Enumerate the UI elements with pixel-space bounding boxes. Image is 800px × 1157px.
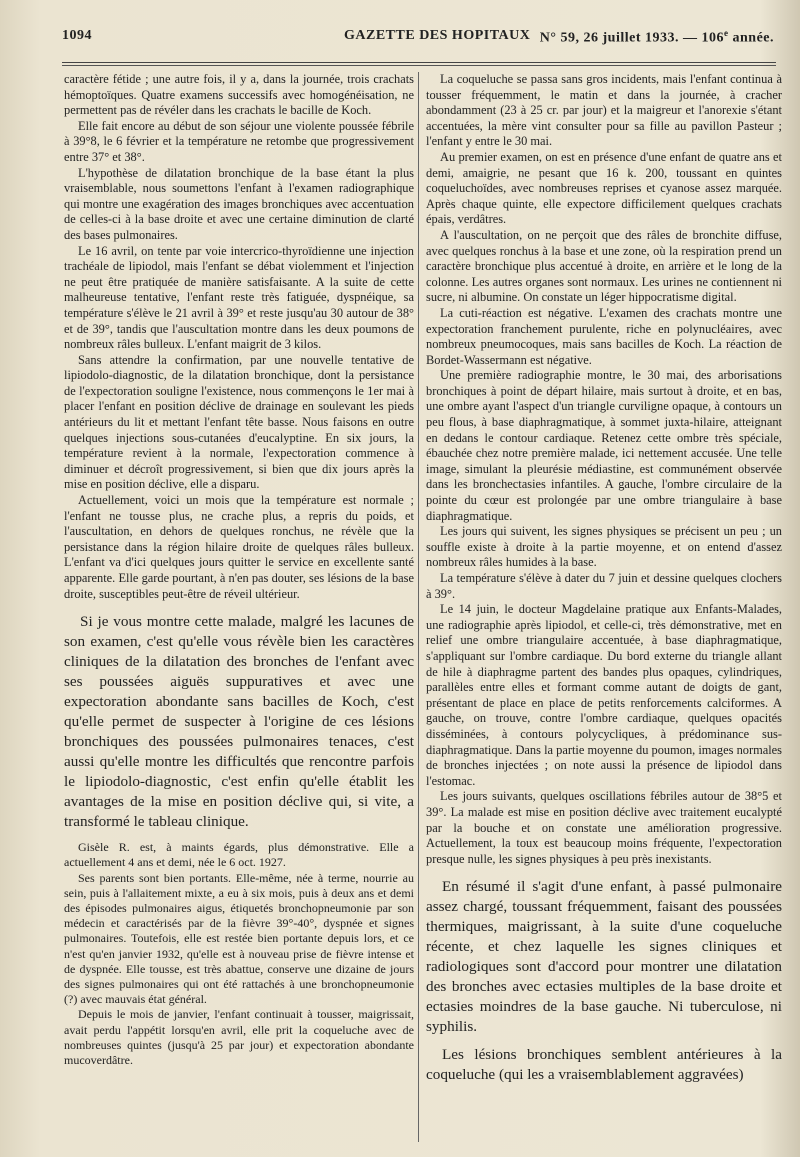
paragraph: Les jours qui suivent, les signes physiques se précisent un peu ; un souffle existe à droite à la partie moyenne, et on entend d'assez nombreux râles humides à la base. (426, 524, 782, 570)
case-paragraph: Ses parents sont bien portants. Elle-même, née à terme, nourrie au sein, puis à l'allaitement mixte, a eu à six mois, puis à deux ans et demi des épisodes pulmonaires aigus, étiquetés bronchopneumonie par son médecin et caractérisés par de la fièvre 39°-40°, dyspnée et signes pulmonaires. Toutefois, elle est restée bien portante depuis lors, et ce n'est qu'en janvier 1932, qu'elle est à nouveau prise de fièvre intense et de dyspnée. Elle tousse, est très abattue, conserve une dizaine de jours des signes pulmonaires qui ont été rattachés à une bronchopneumonie (?) avec mauvais état général. (64, 870, 414, 1007)
paragraph: A l'auscultation, on ne perçoit que des râles de bronchite diffuse, avec quelques ronchus à la base et une zone, où la respiration prend un caractère bronchique plus accentué à droite, en arrière et le long de la colonne. Les autres organes sont normaux. Les urines ne contiennent ni sucre, ni albumine. On constate un léger hippocratisme digital. (426, 227, 782, 305)
right-column (426, 72, 782, 1093)
paragraph: La coqueluche se passa sans gros incidents, mais l'enfant continua à tousser fréquemment, le matin et dans la journée, à cracher abondamment (23 à 25 cr. par jour) et la maigreur et l'anorexie s'étant accentuées, la mère vint consulter pour sa fille au pavillon Pasteur ; l'enfant y entre le 30 mai. (426, 72, 782, 149)
paragraph: Sans attendre la confirmation, par une nouvelle tentative de lipiodolo-diagnostic, de la dilatation bronchique, dont la persistance de l'expectoration souligne l'existence, nous commençons le 1er mai à placer l'enfant en position déclive de drainage en soulevant les pieds antérieurs du lit et mettant l'enfant tête basse. Nous faisons en outre quelques injections sous-cutanées d'eucalyptine. En six jours, la température revient à la normale, l'expectoration commence à diminuer et décroît progressivement, si bien que dix jours après la mise en position déclive, elle a disparu. (64, 352, 414, 492)
paragraph: La température s'élève à dater du 7 juin et dessine quelques clochers à 39°. (426, 571, 782, 601)
issue-info: N° 59, 26 juillet 1933. — 106e année. (539, 28, 774, 46)
paragraph: Le 16 avril, on tente par voie intercrico-thyroïdienne une injection trachéale de lipiodol, mais l'enfant se débat violemment et l'injection ne peut être pratiquée de manière satisfaisante. A la suite de cette malheureuse tentative, l'enfant reste très fatiguée, dyspnéique, sa température s'élève le 21 avril à 39° et reste jusqu'au 30 autour de 38° et de 39°, tandis que l'auscultation montre dans les deux poumons de nombreux râles bulleux. L'enfant maigrit de 3 kilos. (64, 243, 414, 352)
paragraph: Actuellement, voici un mois que la température est normale ; l'enfant ne tousse plus, ne crache plus, a repris du poids, et l'auscultation, en dehors de quelques ronchus, ne révèle que la persistance dans la région hilaire droite de quelques râles bulleux. L'enfant va d'ici quelques jours quitter le service en excellente santé apparente. Elle garde pourtant, à n'en pas douter, ses lésions de la base droite, susceptibles peut-être de réveil ultérieur. (64, 493, 414, 601)
header-rule (62, 62, 776, 63)
page-header (62, 28, 782, 54)
paragraph: L'hypothèse de dilatation bronchique de la base étant la plus vraisemblable, nous soumettons l'enfant à l'examen radiographique qui montre une exagération des images bronchiques avec accentuation de celles-ci à la base droite et avec une certaine diminution de clarté des bases pulmonaires. (64, 165, 414, 242)
paragraph: Au premier examen, on est en présence d'une enfant de quatre ans et demi, amaigrie, ne pesant que 16 k. 200, toussant en quintes coqueluchoïdes, avec nombreuses reprises et cyanose assez marquée. Après chaque quinte, elle expectore difficilement quelques crachats épais, verdâtres. (426, 149, 782, 227)
left-column (64, 72, 414, 1068)
paragraph: Une première radiographie montre, le 30 mai, des arborisations bronchiques à point de départ hilaire, mais surtout à droite, et en bas, une ombre ayant l'aspect d'un triangle curviligne opaque, à contours un peu flous, à base diaphragmatique, à sommet juxta-hilaire, atteignant en dedans le contour cardiaque. Retenez cette ombre très spéciale, ébauchée chez notre première malade, ici nettement accusée. Une telle image, simulant la pleurésie médiastine, est communément observée dans les bronchectasies infantiles. A gauche, l'ombre circulaire de la pointe du cœur est prolongée par une ombre triangulaire à base diaphragmatique. (426, 368, 782, 523)
commentary-paragraph: Si je vous montre cette malade, malgré les lacunes de son examen, c'est qu'elle vous révèle bien les caractères cliniques de la dilatation des bronches de l'enfant avec ses poussées aiguës suppuratives et avec une expectoration abondante sans bacilles de Koch, c'est qu'elle permet de suspecter à l'origine de ces lésions bronchiques des poussées pulmonaires tenaces, c'est aussi qu'elle montre les difficultés que rencontre parfois le lipiodolo-diagnostic, c'est enfin qu'elle établit les avantages de la mise en position déclive qui, si vite, a transformé le tableau clinique. (64, 613, 414, 831)
case-paragraph: Depuis le mois de janvier, l'enfant continuait à tousser, maigrissait, avait perdu l'appétit lorsqu'en avril, elle prit la coqueluche avec de nombreuses quintes (jusqu'à 25 par jour) et expectoration abondante mucoverdâtre. (64, 1007, 414, 1068)
paragraph: Les jours suivants, quelques oscillations fébriles autour de 38°5 et 39°. La malade est mise en position déclive avec traitement eucalypté par la bouche et on constate une amélioration progressive. Actuellement, la toux est beaucoup moins fréquente, l'expectoration presque nulle, les signes physiques à peu près inexistants. (426, 789, 782, 866)
page-number: 1094 (62, 28, 92, 43)
summary-paragraph: Les lésions bronchiques semblent antérieures à la coqueluche (qui les a vraisemblablement aggravées) (426, 1046, 782, 1084)
paragraph: Elle fait encore au début de son séjour une violente poussée fébrile à 39°8, le 6 février et la température ne retombe que progressivement entre 37° et 38°. (64, 118, 414, 164)
journal-title: GAZETTE DES HOPITAUX (344, 28, 531, 43)
case-paragraph: Gisèle R. est, à maints égards, plus démonstrative. Elle a actuellement 4 ans et demi, née le 6 oct. 1927. (64, 840, 414, 870)
paragraph: caractère fétide ; une autre fois, il y a, dans la journée, trois crachats hémoptoïques. Quatre examens successifs avec homogénéisation, ne permettent pas de révéler dans les crachats le bacille de Koch. (64, 72, 414, 118)
column-divider (418, 72, 419, 1142)
paragraph: Le 14 juin, le docteur Magdelaine pratique aux Enfants-Malades, une radiographie après lipiodol, et celle-ci, très démonstrative, met en relief une ombre triangulaire accentuée, à base diaphragmatique, s'appliquant sur l'ombre cardiaque. Du bord externe du triangle allant de hile à diaphragme partent des bandes plus opaques, cylindriques, parallèles entre elles et formant comme autant de doigts de gant, présentant de place en place de petits renforcements calciformes. A gauche, on trouve, contre l'ombre cardiaque, quelques opacités disséminées, à contours polycycliques, à prédominance sus-diaphragmatique. Dans la partie moyenne du poumon, images normales de bronches injectées ; on note aussi la présence de lipiodol dans l'estomac. (426, 602, 782, 788)
header-rule-thin (62, 65, 776, 66)
paragraph: La cuti-réaction est négative. L'examen des crachats montre une expectoration franchement purulente, riche en polynucléaires, avec nombreux pneumocoques, mais sans bacilles de Koch. La réaction de Bordet-Wassermann est négative. (426, 305, 782, 367)
summary-paragraph: En résumé il s'agit d'une enfant, à passé pulmonaire assez chargé, toussant fréquemment, faisant des poussées thermiques, maigrissant, à la suite d'une coqueluche récente, et chez laquelle les signes cliniques et radiologiques sont d'accord pour montrer une dilatation des bronches avec ectasies multiples de la base droite et ectasies moindres de la base gauche. Ni tuberculose, ni syphilis. (426, 878, 782, 1036)
